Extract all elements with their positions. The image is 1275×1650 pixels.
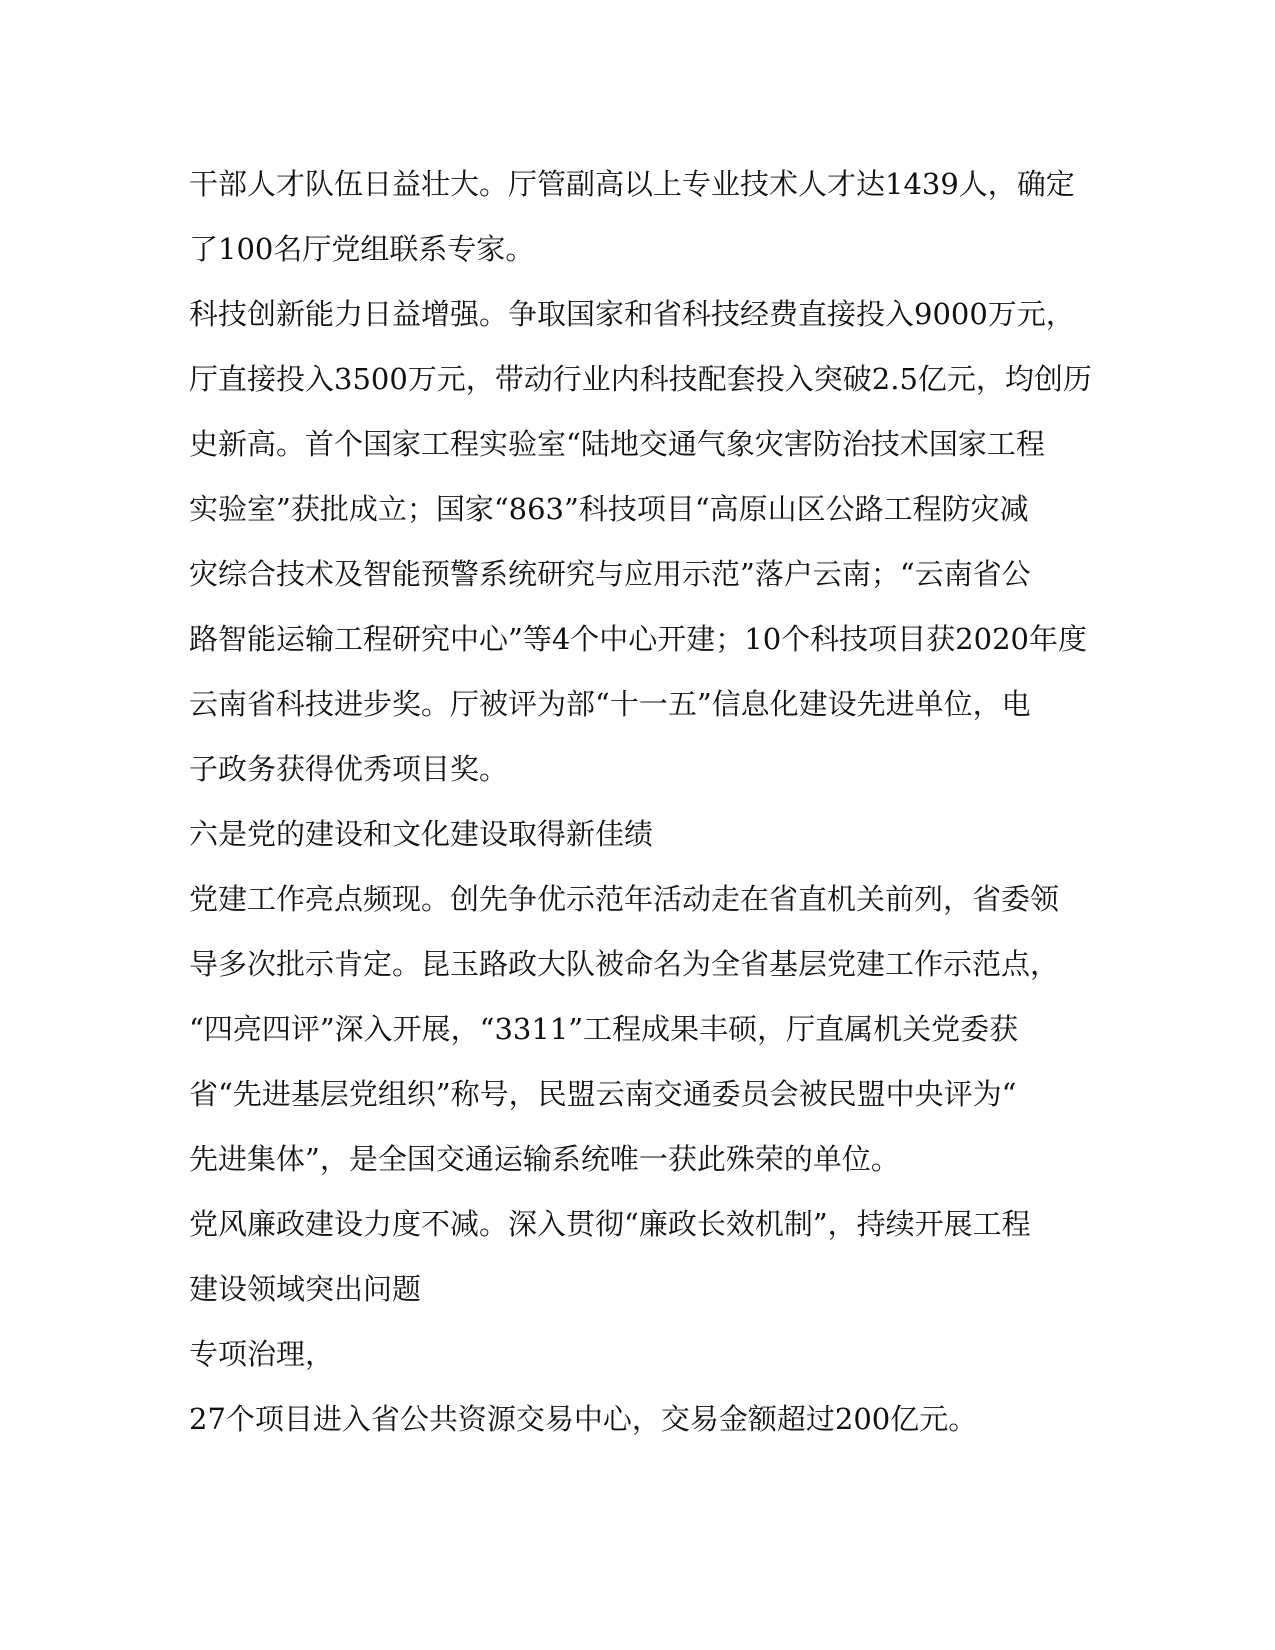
text-line-18: 建设领域突出问题 — [189, 1272, 422, 1306]
text-line-19: 专项治理， — [189, 1337, 335, 1371]
text-line-15: 省“先进基层党组织”称号，民盟云南交通委员会被民盟中央评为“ — [189, 1077, 1017, 1111]
text-line-4: 厅直接投入3500万元，带动行业内科技配套投入突破2.5亿元，均创历 — [189, 362, 1092, 396]
text-line-16: 先进集体”，是全国交通运输系统唯一获此殊荣的单位。 — [189, 1142, 900, 1176]
text-line-20: 27个项目进入省公共资源交易中心，交易金额超过200亿元。 — [189, 1402, 978, 1436]
text-line-9: 云南省科技进步奖。厅被评为部“十一五”信息化建设先进单位，电 — [189, 687, 1031, 721]
text-line-14: “四亮四评”深入开展，“3311”工程成果丰硕，厅直属机关党委获 — [189, 1012, 1019, 1046]
text-line-10: 子政务获得优秀项目奖。 — [189, 752, 509, 786]
text-line-1: 干部人才队伍日益壮大。厅管副高以上专业技术人才达1439人，确定 — [189, 167, 1075, 201]
text-line-17: 党风廉政建设力度不减。深入贯彻“廉政长效机制”，持续开展工程 — [189, 1207, 1031, 1241]
text-line-6: 实验室”获批成立；国家“863”科技项目“高原山区公路工程防灾减 — [189, 492, 1029, 526]
text-line-7: 灾综合技术及智能预警系统研究与应用示范”落户云南；“云南省公 — [189, 557, 1031, 591]
text-line-5: 史新高。首个国家工程实验室“陆地交通气象灾害防治技术国家工程 — [189, 427, 1045, 461]
section-heading: 六是党的建设和文化建设取得新佳绩 — [189, 817, 654, 851]
text-line-12: 党建工作亮点频现。创先争优示范年活动走在省直机关前列，省委领 — [189, 882, 1060, 916]
text-line-8: 路智能运输工程研究中心”等4个中心开建；10个科技项目获2020年度 — [189, 622, 1087, 656]
text-line-3: 科技创新能力日益增强。争取国家和省科技经费直接投入9000万元， — [189, 297, 1075, 331]
document-body — [189, 152, 1092, 1452]
text-line-2: 了100名厅党组联系专家。 — [189, 232, 535, 266]
text-line-13: 导多次批示肯定。昆玉路政大队被命名为全省基层党建工作示范点， — [189, 947, 1060, 981]
